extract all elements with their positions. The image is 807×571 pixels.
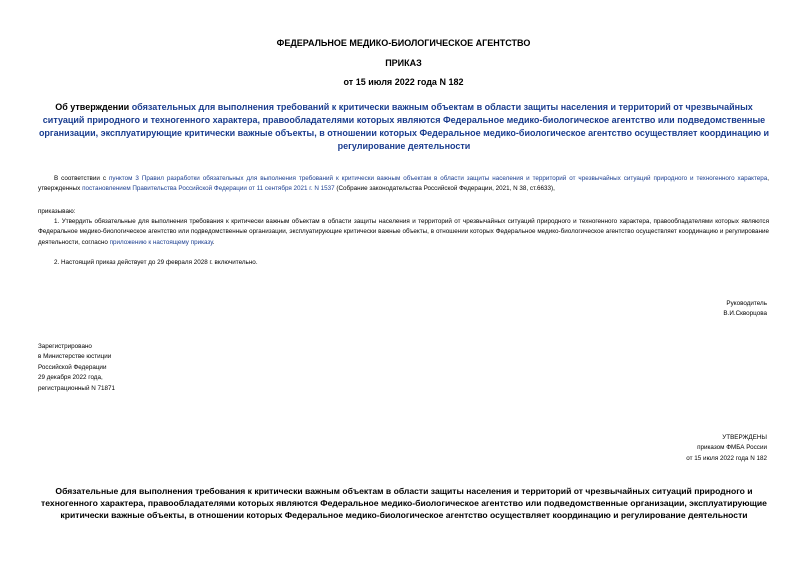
title-link[interactable]: обязательных для выполнения требований к критически важным объектам в области защиты населения и территорий от чрезвычайных ситуаций природного и техногенного характера, правообладателями которых являются Федеральное медико-биологическое агентство или подведомственные организации, эксплуатирующие критически важные объекты, в отношении которых Федеральное медико-биологическое агентство осуществляет координацию и регулирование деятельности [38, 102, 770, 151]
resolution-link[interactable]: постановлением Правительства Российской Федерации от 11 сентября 2021 г. N 1537 [82, 185, 335, 193]
appendix-link[interactable]: приложению к настоящему приказу [109, 238, 213, 246]
document-title [38, 101, 770, 153]
preamble-paragraph [38, 174, 769, 195]
registration-line-4: 29 декабря 2022 года, [38, 374, 103, 382]
registration-line-3: Российской Федерации [38, 363, 107, 371]
signatory-name: В.И.Скворцова [723, 310, 767, 318]
signature-block [723, 299, 767, 320]
signatory-position: Руководитель [726, 300, 767, 307]
document-type: ПРИКАЗ [385, 58, 422, 68]
order-item-2: 2. Настоящий приказ действует до 29 февраля 2028 г. включительно. [54, 259, 258, 266]
preamble-text-2: , утвержденных [38, 175, 770, 193]
registration-line-5: регистрационный N 71871 [38, 384, 116, 392]
approval-block [686, 433, 767, 464]
item1-text: 1. Утвердить обязательные для выполнения требования к критически важным объектам в области защиты населения и территорий от чрезвычайных ситуаций природного и техногенного характера, правообладателями которых являются Федеральное медико-биологическое агентство или подведомственные организации, эксплуатирующие критически важные объекты, в отношении которых Федеральное медико-биологическое агентство осуществляет координацию и регулирование деятельности, согласно [38, 218, 769, 246]
approval-line-1: УТВЕРЖДЕНЫ [722, 434, 767, 441]
preamble-text-1: В соответствии с [54, 175, 109, 182]
document-date-number: от 15 июля 2022 года N 182 [343, 77, 464, 87]
approval-line-3: от 15 июля 2022 года N 182 [686, 454, 767, 462]
appendix-title: Обязательные для выполнения требования к критически важным объектам в области защиты населения и территорий от чрезвычайных ситуаций природного и техногенного характера, правообладателями которых являются Федеральное медико-биологическое агентство или подведомственные организации, эксплуатирующие критически важные объекты, в отношении которых Федеральное медико-биологическое агентство осуществляет координацию и регулирование деятельности [41, 486, 767, 520]
approval-line-2: приказом ФМБА России [697, 444, 767, 452]
preamble-text-3: (Собрание законодательства Российской Федерации, 2021, N 38, ст.6633), [334, 185, 555, 193]
title-prefix: Об утверждении [55, 102, 132, 112]
rules-link[interactable]: пунктом 3 Правил разработки обязательных для выполнения требований к критически важным объектам в области защиты населения и территорий от чрезвычайных ситуаций природного и техногенного характера [108, 175, 768, 182]
agency-name: ФЕДЕРАЛЬНОЕ МЕДИКО-БИОЛОГИЧЕСКОЕ АГЕНТСТВО [276, 38, 531, 48]
registration-block [38, 342, 115, 394]
registration-line-2: в Министерстве юстиции [38, 353, 112, 361]
registration-line-1: Зарегистрировано [38, 343, 92, 350]
order-word: приказываю: [38, 208, 76, 215]
item1-end: . [212, 238, 215, 246]
order-item-1 [38, 217, 769, 248]
